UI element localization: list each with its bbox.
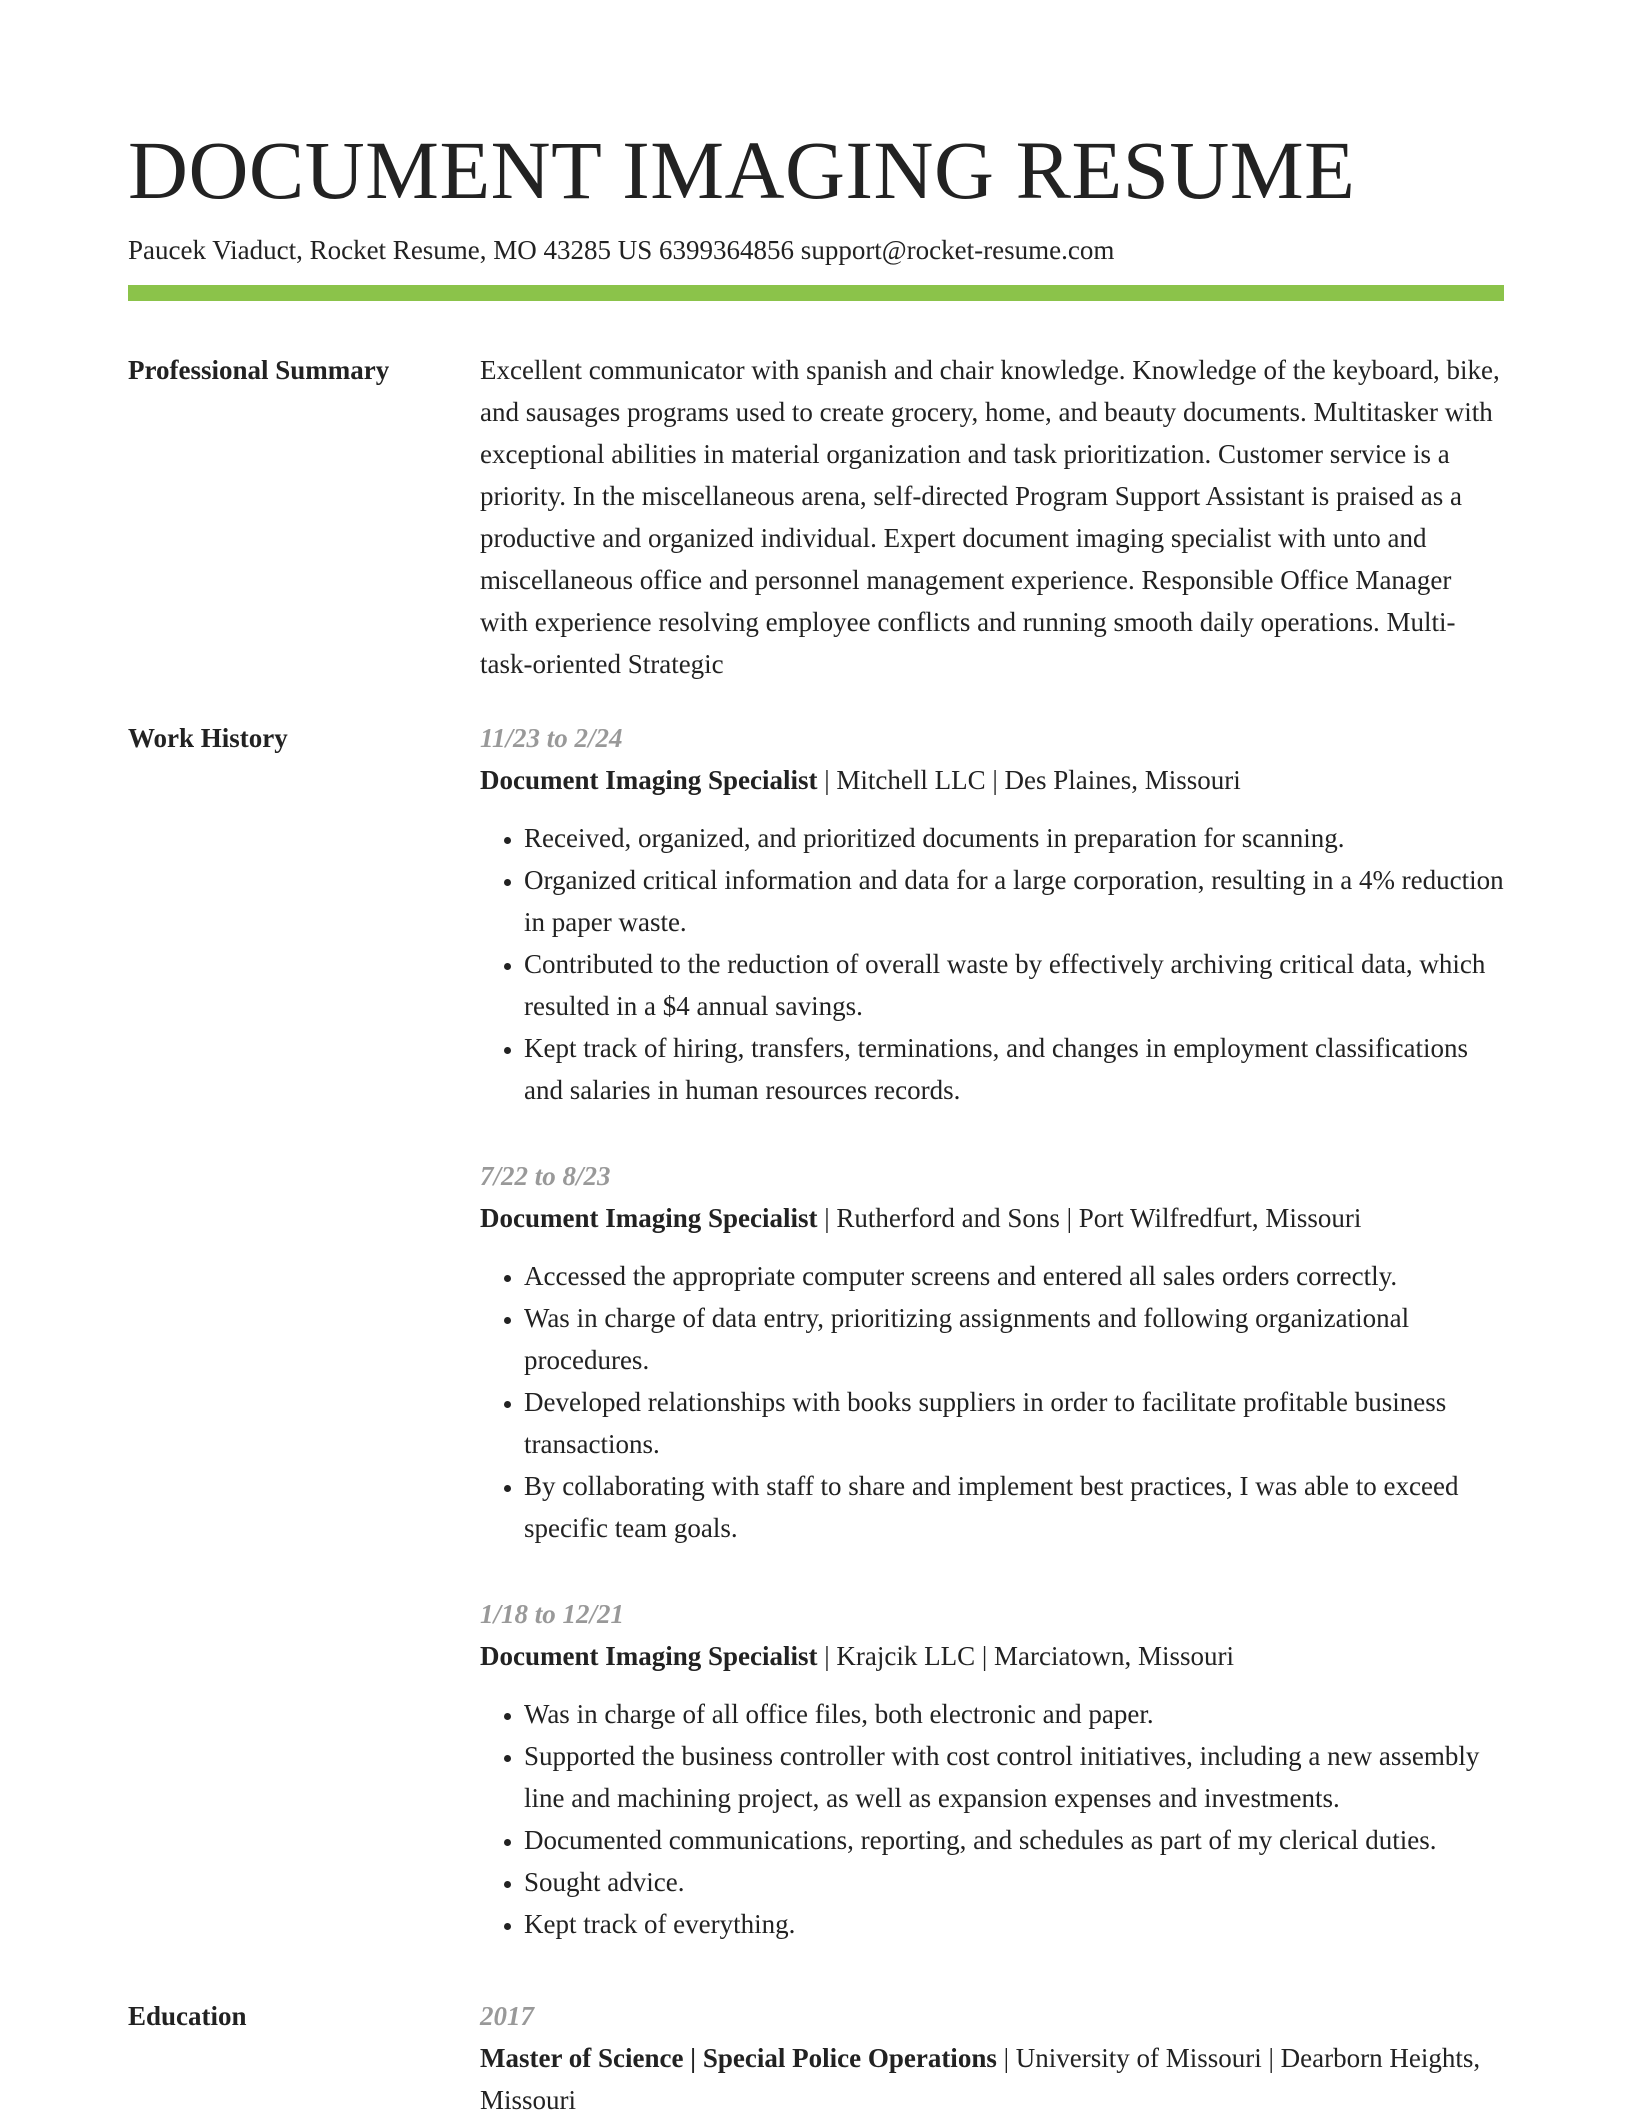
job-duty: • Kept track of hiring, transfers, terminations, and changes in employment classifications and salaries in human resources records. xyxy=(524,1027,1504,1111)
job-duty: • Was in charge of all office files, both electronic and paper. xyxy=(524,1693,1504,1735)
job-role: Document Imaging Specialist xyxy=(480,1203,818,1233)
job-duty: • Documented communications, reporting, and schedules as part of my clerical duties. xyxy=(524,1819,1504,1861)
job-employer: | Mitchell LLC | Des Plaines, Missouri xyxy=(817,765,1241,795)
job-duty: • Organized critical information and data for a large corporation, resulting in a 4% reduction in paper waste. xyxy=(524,859,1504,943)
job-employer: | Krajcik LLC | Marciatown, Missouri xyxy=(817,1641,1234,1671)
job-dates: 11/23 to 2/24 xyxy=(480,723,623,753)
resume-title: DOCUMENT IMAGING RESUME xyxy=(128,124,1356,216)
job-entry xyxy=(480,1593,1504,1945)
job-duty: • Sought advice. xyxy=(524,1861,1504,1903)
job-title-line xyxy=(480,759,1504,801)
job-entry xyxy=(480,1155,1504,1549)
education-year: 2017 xyxy=(480,2001,534,2031)
education-heading: Education xyxy=(128,2001,247,2031)
job-duty: • Developed relationships with books suppliers in order to facilitate profitable business transactions. xyxy=(524,1381,1504,1465)
education-body xyxy=(480,1995,1504,2121)
work-history-body xyxy=(480,717,1504,1945)
job-duties-list xyxy=(480,1693,1504,1945)
job-dates: 1/18 to 12/21 xyxy=(480,1599,625,1629)
job-employer: | Rutherford and Sons | Port Wilfredfurt, Missouri xyxy=(817,1203,1362,1233)
job-duty: • Contributed to the reduction of overall waste by effectively archiving critical data, which resulted in a $4 annual savings. xyxy=(524,943,1504,1027)
job-duties-list xyxy=(480,817,1504,1111)
job-duty: • By collaborating with staff to share and implement best practices, I was able to exceed specific team goals. xyxy=(524,1465,1504,1549)
job-duty: • Accessed the appropriate computer screens and entered all sales orders correctly. xyxy=(524,1255,1504,1297)
summary-heading: Professional Summary xyxy=(128,355,390,385)
job-role: Document Imaging Specialist xyxy=(480,1641,818,1671)
education-school: | University of Missouri | Dearborn Heights, Missouri xyxy=(480,2043,1481,2115)
job-duty: • Received, organized, and prioritized documents in preparation for scanning. xyxy=(524,817,1504,859)
job-duty: • Supported the business controller with cost control initiatives, including a new assembly line and machining project, as well as expansion expenses and investments. xyxy=(524,1735,1504,1819)
job-title-line xyxy=(480,1635,1504,1677)
job-duty: • Kept track of everything. xyxy=(524,1903,1504,1945)
job-duties-list xyxy=(480,1255,1504,1549)
summary-body xyxy=(480,349,1504,685)
work-history-heading: Work History xyxy=(128,723,288,753)
job-title-line xyxy=(480,1197,1504,1239)
contact-line: Paucek Viaduct, Rocket Resume, MO 43285 US 6399364856 support@rocket-resume.com xyxy=(128,235,1115,265)
job-dates: 7/22 to 8/23 xyxy=(480,1161,611,1191)
education-degree: Master of Science | Special Police Operations xyxy=(480,2043,997,2073)
education-line xyxy=(480,2037,1504,2121)
job-entry xyxy=(480,717,1504,1111)
summary-text: Excellent communicator with spanish and chair knowledge. Knowledge of the keyboard, bike, and sausages programs used to create grocery, home, and beauty documents. Multitasker with exceptional abilities in material organization and task prioritization. Customer service is a priority. In the miscellaneous arena, self-directed Program Support Assistant is praised as a productive and organized individual. Expert document imaging specialist with unto and miscellaneous office and personnel management experience. Responsible Office Manager with experience resolving employee conflicts and running smooth daily operations. Multi-task-oriented Strategic xyxy=(480,355,1500,679)
job-role: Document Imaging Specialist xyxy=(480,765,818,795)
header-divider xyxy=(128,285,1504,301)
job-duty: • Was in charge of data entry, prioritizing assignments and following organizational procedures. xyxy=(524,1297,1504,1381)
